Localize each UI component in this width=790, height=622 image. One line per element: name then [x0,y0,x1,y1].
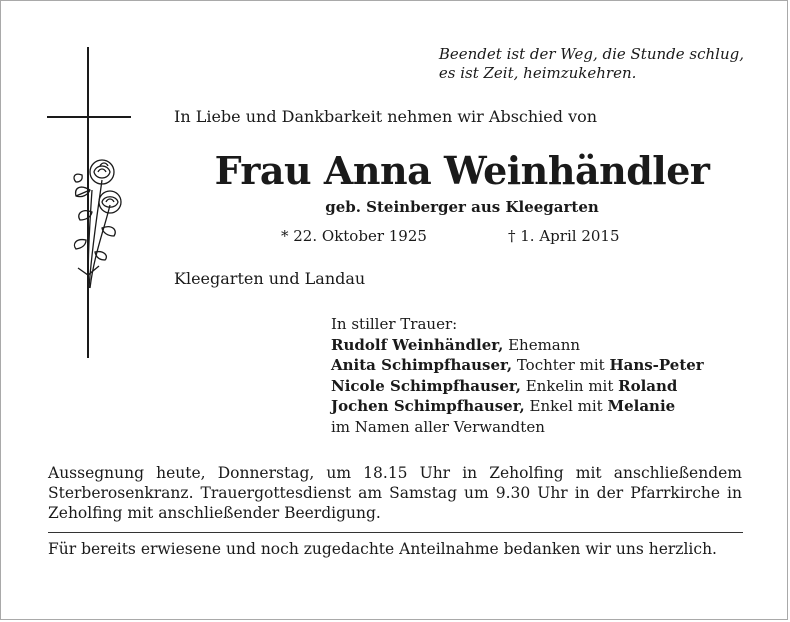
mourner-line [331,376,704,397]
mourner-relation: Enkelin mit [520,376,619,395]
intro-text: In Liebe und Dankbarkeit nehmen wir Abschied von [174,107,598,126]
verse [439,45,744,83]
mourner-relation: Tochter mit [512,356,610,374]
mourner-relation: Enkel mit [524,397,608,415]
mourner-line [331,396,704,417]
mourning-heading: In stiller Trauer: [331,315,458,333]
mourner-relation: Ehemann [503,335,581,354]
death-date: † 1. April 2015 [508,227,620,245]
place-text: Kleegarten und Landau [174,269,366,288]
mourners-block [331,314,704,437]
birth-name: geb. Steinberger aus Kleegarten [325,198,599,216]
mourning-closing: im Namen aller Verwandten [331,417,545,436]
divider [48,532,743,533]
mourner-name: Jochen Schimpfhauser, [331,397,525,415]
mourner-line [331,335,704,356]
mourner-name: Rudolf Weinhändler, [331,335,504,354]
thanks-text: Für bereits erwiesene und noch zugedachte Anteilnahme bedanken wir uns herzlich. [48,540,717,558]
mourner-partner: Melanie [607,397,676,415]
mourner-name: Anita Schimpfhauser, [331,356,513,374]
birth-date: * 22. Oktober 1925 [281,227,427,245]
roses-icon [62,150,124,290]
verse-line-1: Beendet ist der Weg, die Stunde schlug, [438,45,744,63]
deceased-name: Frau Anna Weinhändler [214,148,710,193]
service-text: Aussegnung heute, Donnerstag, um 18.15 Uhr in Zeholfing mit anschließendem Sterberosenkranz. Trauergottesdienst am Samstag um 9.30 Uhr in der Pfarrkirche in Zeholfing mit anschließender Beerdigung. [48,464,742,522]
mourner-partner: Hans-Peter [609,356,704,374]
verse-line-2: es ist Zeit, heimzukehren. [438,64,637,82]
mourner-name: Nicole Schimpfhauser, [331,376,521,395]
mourner-line [331,355,704,376]
mourner-partner: Roland [618,376,678,395]
